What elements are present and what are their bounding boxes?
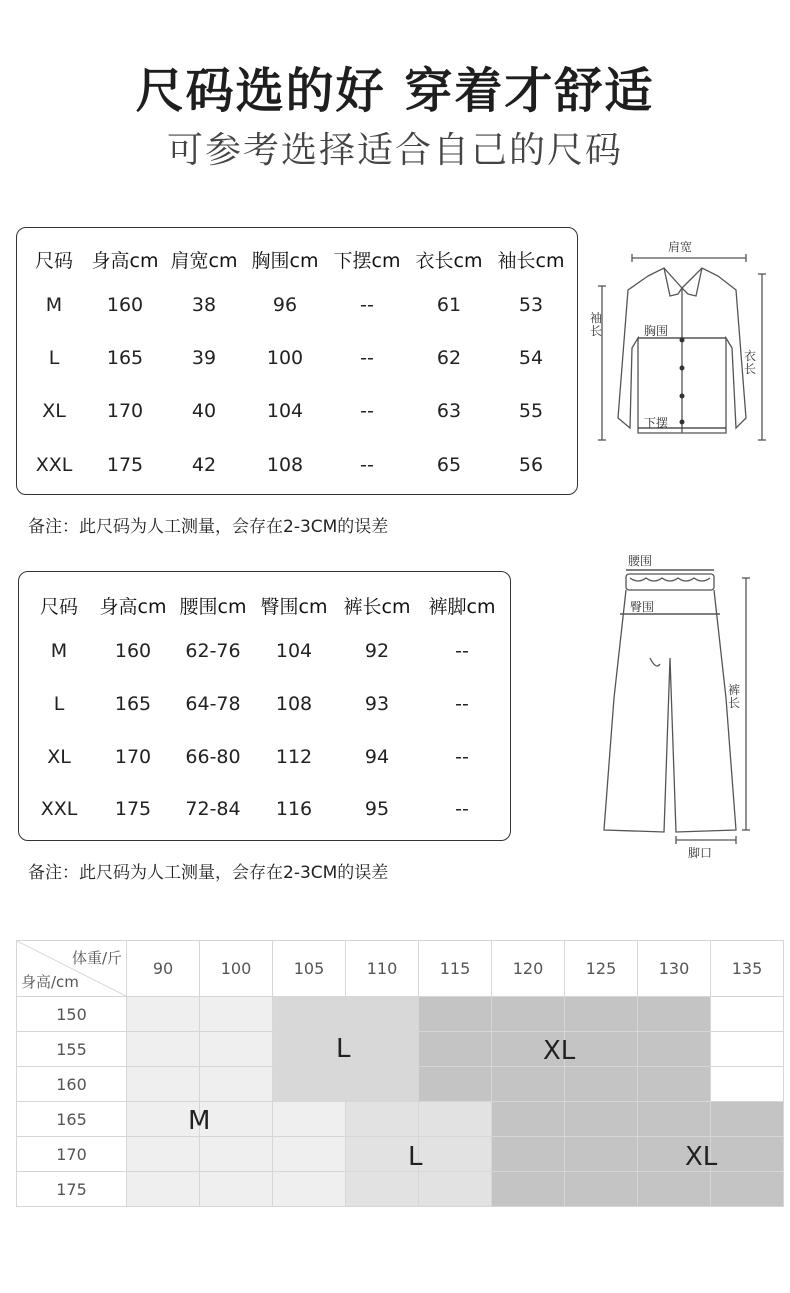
table-cell: 72-84 — [185, 798, 241, 820]
grid-corner-cell — [17, 941, 127, 997]
table-cell: 56 — [518, 454, 544, 476]
table-cell: -- — [360, 346, 374, 369]
weight-header: 135 — [711, 941, 784, 997]
pants-cuff-label: 脚口 — [688, 846, 713, 860]
grid-row — [17, 1102, 784, 1137]
grid-cell — [273, 997, 346, 1032]
table-cell: 61 — [436, 293, 462, 316]
table-cell: 38 — [191, 293, 217, 316]
grid-cell — [346, 1172, 419, 1207]
height-header: 150 — [17, 997, 127, 1032]
table-row — [23, 624, 503, 677]
table-cell: M — [45, 293, 63, 316]
grid-row — [17, 1032, 784, 1067]
table-cell: 64-78 — [185, 692, 241, 715]
table-cell: 160 — [106, 293, 144, 316]
table-cell: 104 — [275, 639, 313, 662]
pants-drawing — [590, 548, 770, 866]
table-row — [21, 278, 573, 331]
table-cell: 53 — [518, 293, 544, 316]
top-table-header: 身高cm — [91, 249, 159, 272]
height-header: 175 — [17, 1172, 127, 1207]
pants-length-label: 裤长 — [728, 683, 741, 710]
pants-waist-label: 腰围 — [628, 554, 653, 568]
grid-cell — [565, 1102, 638, 1137]
shirt-drawing — [586, 228, 776, 468]
pants-table-header-row — [23, 586, 503, 624]
grid-cell — [711, 997, 784, 1032]
grid-cell — [346, 1067, 419, 1102]
grid-cell — [565, 1032, 638, 1067]
table-cell: 165 — [106, 346, 144, 369]
grid-cell — [638, 997, 711, 1032]
weight-axis-label: 体重/斤 — [71, 949, 122, 967]
table-row — [23, 730, 503, 783]
table-row — [21, 384, 573, 437]
grid-cell — [346, 1102, 419, 1137]
top-table-header-row — [21, 240, 573, 278]
table-cell: 93 — [364, 692, 390, 715]
table-cell: 92 — [364, 639, 390, 662]
grid-cell — [419, 1172, 492, 1207]
table-cell: 94 — [364, 745, 390, 768]
grid-cell — [711, 1137, 784, 1172]
grid-cell — [273, 1137, 346, 1172]
pants-table-header: 尺码 — [39, 595, 78, 618]
top-table-header: 下摆cm — [333, 249, 401, 272]
shirt-hem-label: 下摆 — [644, 416, 669, 430]
table-cell: 170 — [114, 745, 152, 768]
grid-row — [17, 997, 784, 1032]
pants-table-header: 臀围cm — [260, 595, 328, 618]
table-cell: -- — [455, 745, 469, 768]
grid-zone-label-lower-xl: XL — [685, 1142, 718, 1172]
table-cell: 108 — [275, 692, 313, 715]
pants-diagram — [590, 548, 770, 866]
top-table-note: 备注：此尺码为人工测量，会存在2-3CM的误差 — [28, 517, 389, 537]
table-cell: -- — [455, 798, 469, 820]
grid-cell — [200, 1137, 273, 1172]
grid-cell — [711, 1067, 784, 1102]
table-cell: 66-80 — [185, 745, 241, 768]
table-cell: 100 — [266, 346, 304, 369]
grid-cell — [273, 1102, 346, 1137]
table-cell: 62 — [436, 346, 462, 369]
page-subtitle: 可参考选择适合自己的尺码 — [166, 130, 623, 171]
weight-header: 115 — [419, 941, 492, 997]
table-cell: 63 — [436, 399, 462, 422]
height-header: 155 — [17, 1032, 127, 1067]
grid-cell — [200, 1067, 273, 1102]
grid-cell — [492, 1067, 565, 1102]
table-cell: 54 — [518, 346, 544, 369]
top-size-table — [21, 240, 573, 493]
pants-table-header: 裤脚cm — [428, 595, 496, 618]
grid-cell — [346, 997, 419, 1032]
table-row — [21, 331, 573, 384]
grid-cell — [711, 1102, 784, 1137]
pants-size-table-box — [18, 571, 511, 841]
grid-cell — [638, 1172, 711, 1207]
grid-cell — [419, 1102, 492, 1137]
table-cell: 165 — [114, 692, 152, 715]
weight-header: 125 — [565, 941, 638, 997]
grid-cell — [346, 1032, 419, 1067]
grid-cell — [200, 1172, 273, 1207]
table-cell: L — [53, 692, 65, 715]
shirt-shoulder-label: 肩宽 — [668, 240, 693, 254]
grid-cell — [565, 1137, 638, 1172]
top-table-header: 胸围cm — [251, 249, 319, 272]
table-cell: 62-76 — [185, 639, 241, 662]
shirt-sleeve-label: 袖长 — [590, 311, 603, 338]
grid-cell — [565, 1067, 638, 1102]
grid-cell — [711, 1032, 784, 1067]
grid-cell — [638, 1067, 711, 1102]
table-cell: -- — [360, 293, 374, 316]
pants-table-header: 腰围cm — [179, 595, 247, 618]
table-cell: 39 — [191, 346, 217, 369]
page-title: 尺码选的好 穿着才舒适 — [135, 63, 655, 119]
pants-hip-label: 臀围 — [630, 600, 655, 614]
pants-table-header: 身高cm — [99, 595, 167, 618]
grid-cell — [127, 1172, 200, 1207]
table-row — [23, 677, 503, 730]
grid-cell — [492, 1172, 565, 1207]
table-row — [23, 783, 503, 835]
height-header: 165 — [17, 1102, 127, 1137]
grid-cell — [127, 1032, 200, 1067]
grid-cell — [492, 1102, 565, 1137]
grid-cell — [565, 1172, 638, 1207]
table-cell: 96 — [272, 293, 298, 316]
weight-header: 105 — [273, 941, 346, 997]
grid-row — [17, 1172, 784, 1207]
table-cell: 116 — [275, 798, 313, 820]
weight-header: 110 — [346, 941, 419, 997]
grid-cell — [419, 1137, 492, 1172]
table-cell: 104 — [266, 399, 304, 422]
size-recommendation-grid — [16, 940, 784, 1207]
table-cell: XL — [42, 399, 66, 422]
grid-cell — [419, 1067, 492, 1102]
top-table-header: 尺码 — [34, 249, 73, 272]
grid-cell — [200, 1032, 273, 1067]
grid-cell — [711, 1172, 784, 1207]
table-cell: 112 — [275, 745, 313, 768]
grid-cell — [127, 997, 200, 1032]
height-header: 170 — [17, 1137, 127, 1172]
table-cell: 170 — [106, 399, 144, 422]
grid-cell — [200, 1102, 273, 1137]
table-cell: 55 — [518, 399, 544, 422]
table-cell: 175 — [114, 798, 152, 820]
top-size-table-box — [16, 227, 578, 495]
table-cell: XXL — [35, 454, 73, 476]
grid-cell — [419, 997, 492, 1032]
grid-cell — [565, 997, 638, 1032]
weight-header: 120 — [492, 941, 565, 997]
grid-cell — [492, 1137, 565, 1172]
pants-size-table — [23, 586, 503, 835]
table-cell: 65 — [436, 454, 462, 476]
top-table-header: 袖长cm — [497, 249, 565, 272]
table-cell: XXL — [40, 798, 78, 820]
grid-zone-label-upper-l: L — [336, 1034, 351, 1064]
grid-cell — [492, 997, 565, 1032]
table-cell: 160 — [114, 639, 152, 662]
table-cell: M — [50, 639, 68, 662]
table-row — [21, 437, 573, 493]
grid-cell — [127, 1137, 200, 1172]
grid-zone-label-lower-l: L — [408, 1142, 423, 1172]
grid-header-row — [17, 941, 784, 997]
table-cell: -- — [360, 399, 374, 422]
grid-cell — [638, 1032, 711, 1067]
shirt-chest-label: 胸围 — [644, 324, 669, 338]
grid-cell — [638, 1102, 711, 1137]
weight-header: 100 — [200, 941, 273, 997]
shirt-length-label: 衣长 — [744, 349, 757, 376]
table-cell: 42 — [191, 454, 217, 476]
grid-zone-label-lower-m: M — [188, 1106, 211, 1136]
top-table-header: 衣长cm — [415, 249, 483, 272]
table-cell: XL — [47, 745, 71, 768]
grid-cell — [273, 1172, 346, 1207]
weight-header: 90 — [127, 941, 200, 997]
table-cell: -- — [455, 639, 469, 662]
table-cell: 95 — [364, 798, 390, 820]
height-header: 160 — [17, 1067, 127, 1102]
weight-header: 130 — [638, 941, 711, 997]
table-cell: L — [48, 346, 60, 369]
pants-table-header: 裤长cm — [343, 595, 411, 618]
grid-zone-label-upper-xl: XL — [543, 1036, 576, 1066]
grid-cell — [200, 997, 273, 1032]
grid-row — [17, 1137, 784, 1172]
shirt-diagram — [586, 228, 776, 468]
table-cell: 40 — [191, 399, 217, 422]
table-cell: -- — [455, 692, 469, 715]
table-cell: -- — [360, 454, 374, 476]
height-axis-label: 身高/cm — [21, 973, 79, 991]
grid-cell — [273, 1032, 346, 1067]
top-table-header: 肩宽cm — [170, 249, 238, 272]
table-cell: 108 — [266, 454, 304, 476]
grid-cell — [273, 1067, 346, 1102]
grid-row — [17, 1067, 784, 1102]
grid-cell — [127, 1067, 200, 1102]
table-cell: 175 — [106, 454, 144, 476]
pants-table-note: 备注：此尺码为人工测量，会存在2-3CM的误差 — [28, 863, 389, 883]
grid-cell — [419, 1032, 492, 1067]
